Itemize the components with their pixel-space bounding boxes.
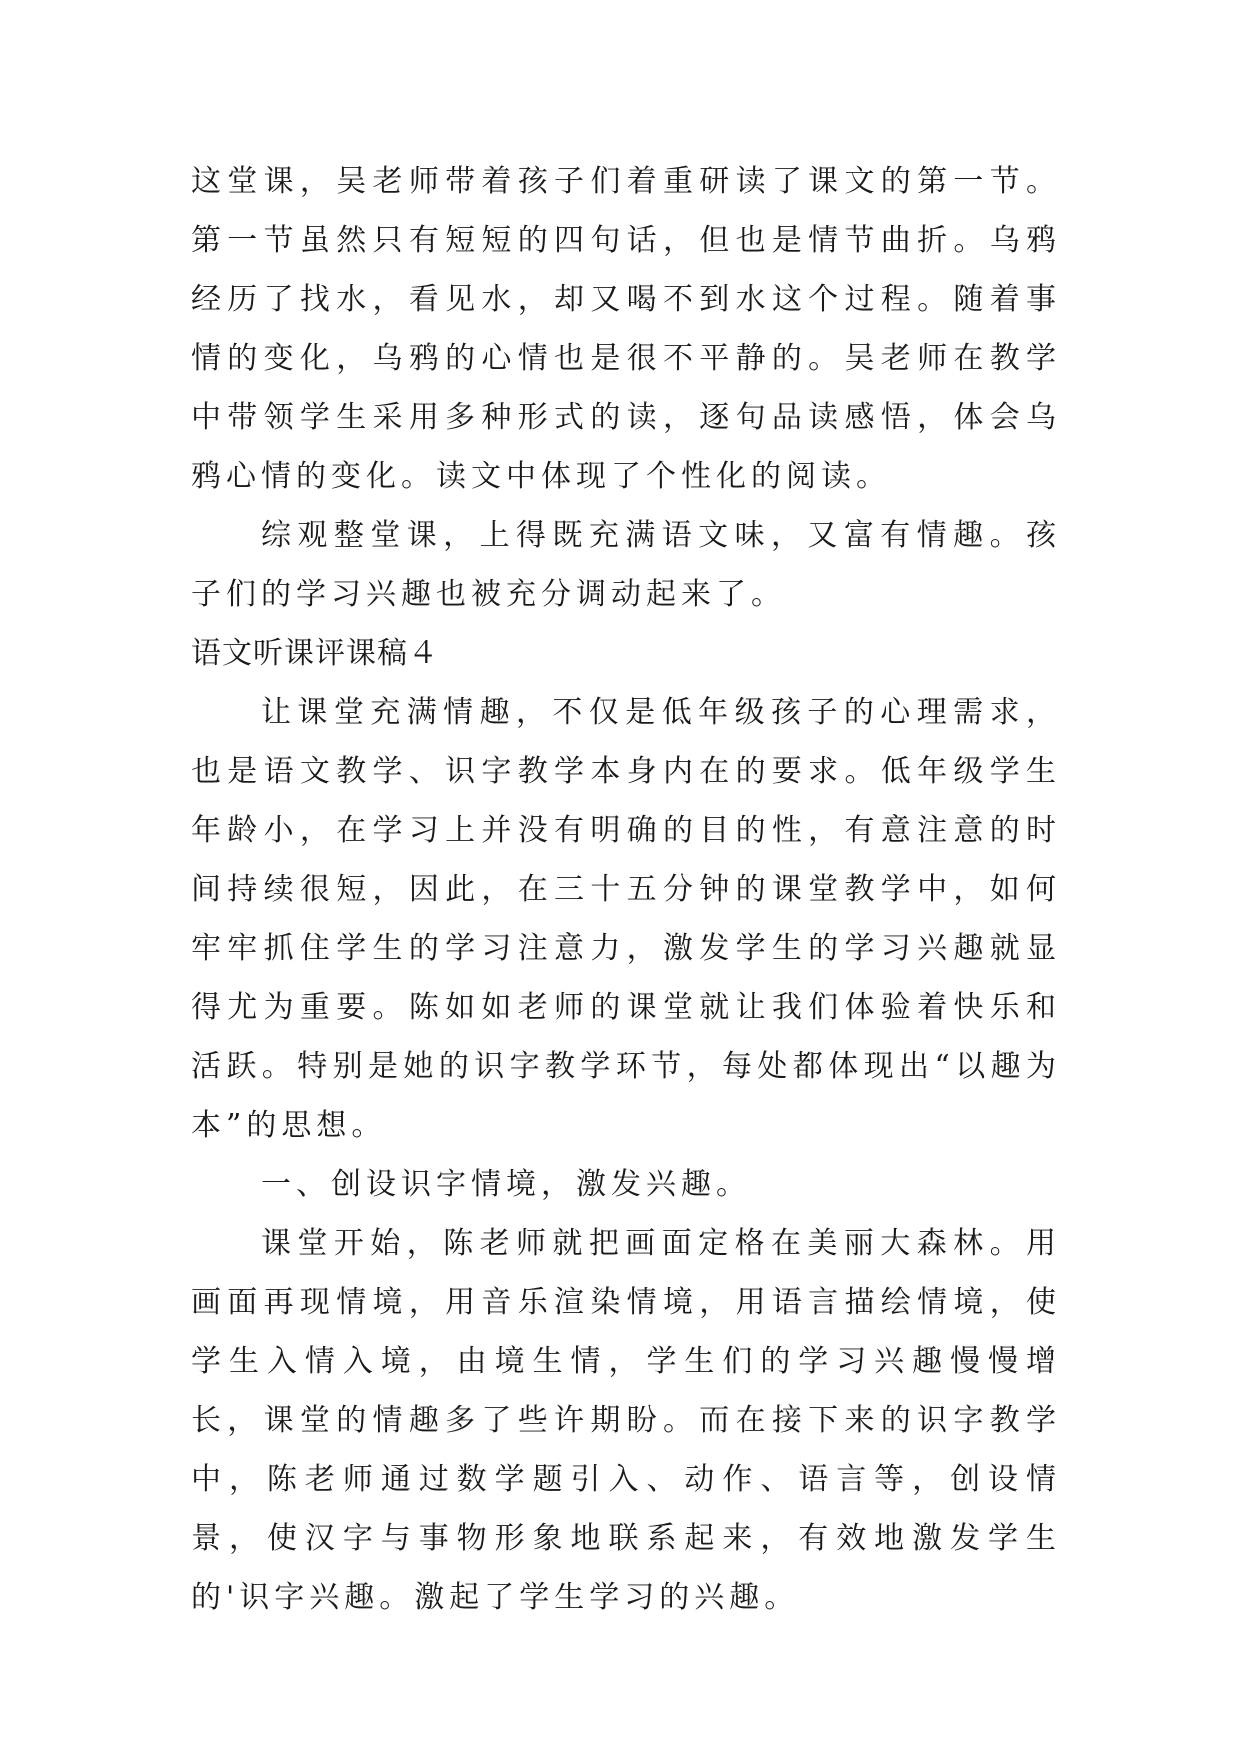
document-body [191, 152, 1061, 1627]
paragraph: 综观整堂课，上得既充满语文味，又富有情趣。孩子们的学习兴趣也被充分调动起来了。 [191, 518, 1061, 612]
section-subheading: 一、创设识字情境，激发兴趣。 [261, 1167, 751, 1202]
section-title: 语文听课评课稿４ [191, 636, 439, 671]
paragraph: 让课堂充满情趣，不仅是低年级孩子的心理需求，也是语文教学、识字教学本身内在的要求。低年级学生年龄小，在学习上并没有明确的目的性，有意注意的时间持续很短，因此，在三十五分钟的课堂教学中，如何牢牢抓住学生的学习注意力，激发学生的学习兴趣就显得尤为重要。陈如如老师的课堂就让我们体验着快乐和活跃。特别是她的识字教学环节，每处都体现出“以趣为本”的思想。 [191, 695, 1061, 1143]
paragraph: 课堂开始，陈老师就把画面定格在美丽大森林。用画面再现情境，用音乐渲染情境，用语言描绘情境，使学生入情入境，由境生情，学生们的学习兴趣慢慢增长，课堂的情趣多了些许期盼。而在接下来的识字教学中，陈老师通过数学题引入、动作、语言等，创设情景，使汉字与事物形象地联系起来，有效地激发学生的'识字兴趣。激起了学生学习的兴趣。 [191, 1226, 1061, 1615]
paragraph: 这堂课，吴老师带着孩子们着重研读了课文的第一节。第一节虽然只有短短的四句话，但也是情节曲折。乌鸦经历了找水，看见水，却又喝不到水这个过程。随着事情的变化，乌鸦的心情也是很不平静的。吴老师在教学中带领学生采用多种形式的读，逐句品读感悟，体会乌鸦心情的变化。读文中体现了个性化的阅读。 [191, 164, 1061, 494]
